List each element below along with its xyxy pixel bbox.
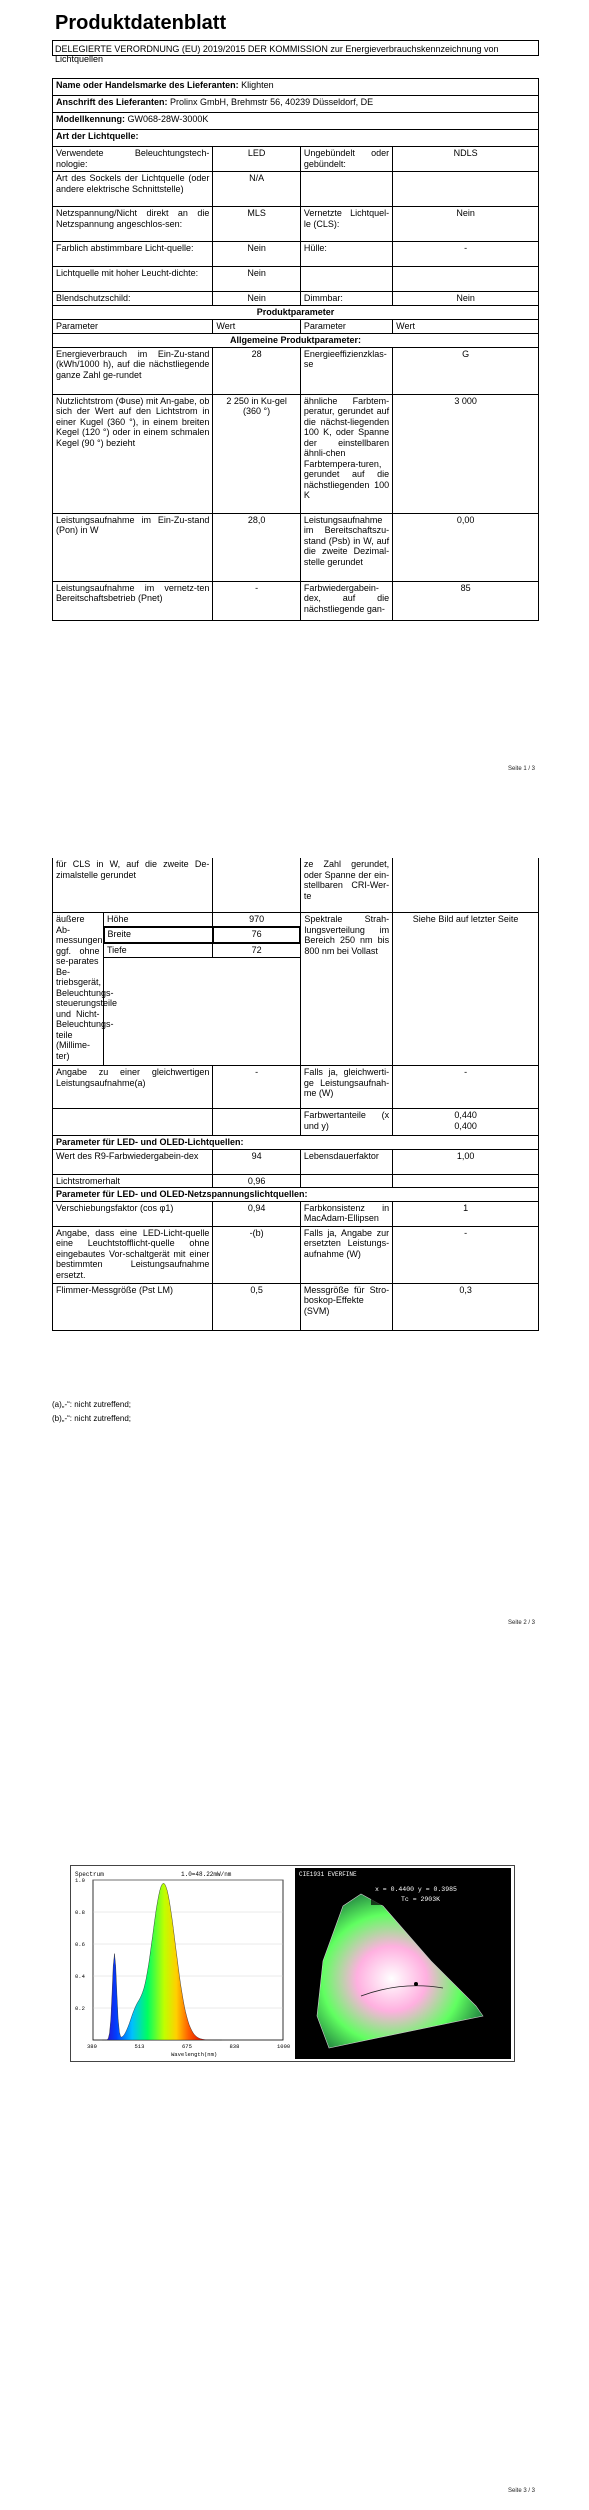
param-cell: G (393, 347, 539, 394)
param-cell: für CLS in W, auf die zweite De-zimalstelle gerundet (53, 858, 213, 913)
type-cell: Hülle: (300, 242, 392, 267)
equiv-label: Angabe zu einer gleichwertigen Leistungsaufnahme(a) (53, 1066, 213, 1109)
spectrum-x-ticks (87, 2043, 290, 2050)
type-cell: Dimmbar: (300, 292, 392, 306)
chromaticity-point (414, 1982, 418, 1986)
spectral-label: Spektrale Strah-lungsverteilung im Bereich 250 nm bis 800 nm bei Vollast (300, 913, 392, 1066)
param-cell: 3 000 (393, 394, 539, 513)
strobe-value: 0,3 (393, 1283, 539, 1330)
regulation-text: DELEGIERTE VERORDNUNG (EU) 2019/2015 DER KOMMISSION zur Energieverbrauchskennzeichnung von Lichtquellen (55, 44, 499, 64)
macadam-value: 1 (393, 1201, 539, 1226)
macadam-label: Farbkonsistenz in MacAdam-Ellipsen (300, 1201, 392, 1226)
type-cell: Lichtquelle mit hoher Leucht-dichte: (53, 267, 213, 292)
col-header: Parameter (53, 320, 213, 334)
mains-header: Parameter für LED- und OLED-Netzspannungslichtquellen: (53, 1188, 539, 1202)
model-value: GW068-28W-3000K (127, 114, 209, 124)
type-table (52, 146, 539, 621)
cos-value: 0,94 (213, 1201, 300, 1226)
cie-readout-xy: x = 0.4400 y = 0.3985 (375, 1886, 457, 1893)
type-label: Art der Lichtquelle: (56, 131, 139, 141)
address-value: Prolinx GmbH, Brehmstr 56, 40239 Düsseldorf, DE (170, 97, 374, 107)
r9-label: Wert des R9-Farbwiedergabein-dex (53, 1149, 213, 1174)
col-header: Parameter (300, 320, 392, 334)
dim-name: Höhe (104, 913, 213, 928)
product-params-header: Produktparameter (53, 306, 539, 320)
strobe-label: Messgröße für Stro-boskop-Effekte (SVM) (300, 1283, 392, 1330)
spectrum-title: Spectrum (75, 1871, 104, 1878)
x-tick-label: 1000 (277, 2043, 291, 2050)
param-cell: 28,0 (213, 513, 300, 581)
col-header: Wert (393, 320, 539, 334)
page-title: Produktdatenblatt (55, 12, 227, 34)
param-cell: Nutzlichtstrom (Φuse) mit An-gabe, ob sich der Wert auf den Lichtstrom in einer Kugel (360 °), in einem breiten Kegel (120 °) oder in einem schmalen Kegel (90 °) bezieht (53, 394, 213, 513)
dim-name: Breite (104, 927, 213, 942)
param-cell: ähnliche Farbtem-peratur, gerundet auf die nächst-liegenden 100 K, oder Spanne der einstellbaren ähnli-chen Farbtempera-turen, gerundet auf die nächstliegenden 100 K (300, 394, 392, 513)
spectrum-panel (75, 1871, 290, 2058)
spectrum-y-ticks (75, 1877, 86, 2012)
type-cell: Nein (213, 267, 300, 292)
dim-value: 72 (213, 943, 300, 958)
chroma-label: Farbwertanteile (x und y) (300, 1109, 392, 1136)
dim-value: 970 (213, 913, 300, 928)
param-cell: Leistungsaufnahme im Bereitschaftszu-stand (Psb) in W, auf die zweite Dezimal-stelle gerundet (300, 513, 392, 581)
footnote-b: (b)„-“: nicht zutreffend; (52, 1414, 131, 1423)
lumen-value: 0,96 (213, 1174, 300, 1188)
x-tick-label: 380 (87, 2043, 97, 2050)
type-cell: LED (213, 147, 300, 172)
type-cell (393, 267, 539, 292)
param-cell: Energieeffizienzklas-se (300, 347, 392, 394)
supplier-table (52, 78, 539, 147)
life-label: Lebensdauerfaktor (300, 1149, 392, 1174)
flicker-value: 0,5 (213, 1283, 300, 1330)
spectrum-xlabel: Wavelength(nm) (171, 2051, 218, 2058)
param-cell: Leistungsaufnahme im vernetz-ten Bereitschaftsbetrieb (Pnet) (53, 581, 213, 620)
type-cell (300, 267, 392, 292)
replace-label: Angabe, dass eine LED-Licht-quelle eine Leuchtstofflicht-quelle ohne eingebautes Vor-schaltgerät mit einer bestimmten Leistungsaufnahme ersetzt. (53, 1226, 213, 1283)
param-cell: Farbwiedergabein-dex, auf die nächstliegende gan- (300, 581, 392, 620)
type-cell: Nein (393, 207, 539, 242)
equiv2-value: - (393, 1066, 539, 1109)
type-cell: MLS (213, 207, 300, 242)
param-cell: 2 250 in Ku-gel (360 °) (213, 394, 300, 513)
replace-value: -(b) (213, 1226, 300, 1283)
replace2-value: - (393, 1226, 539, 1283)
measurement-svg (71, 1866, 514, 2061)
cie-title: CIE1931 EVERFINE (299, 1871, 357, 1878)
type-cell (393, 172, 539, 207)
type-cell: N/A (213, 172, 300, 207)
spectral-value: Siehe Bild auf letzter Seite (393, 913, 539, 1066)
spectrum-axes (93, 1880, 283, 2040)
chroma-y: 0,400 (454, 1120, 477, 1131)
type-cell: Nein (213, 292, 300, 306)
footnote-a: (a)„-“: nicht zutreffend; (52, 1400, 131, 1409)
spectrum-info: 1.0=48.22mW/nm (181, 1871, 232, 1878)
r9-value: 94 (213, 1149, 300, 1174)
page-number: Seite 1 / 3 (508, 766, 536, 772)
y-tick-label: 1.0 (75, 1877, 85, 1884)
equiv-value: - (213, 1066, 300, 1109)
param-cell: Leistungsaufnahme im Ein-Zu-stand (Pon) in W (53, 513, 213, 581)
type-cell: Netzspannung/Nicht direkt an die Netzspannung angeschlos-sen: (53, 207, 213, 242)
brand-value: Klighten (241, 80, 274, 90)
brand-label: Name oder Handelsmarke des Lieferanten: (56, 80, 239, 90)
x-tick-label: 675 (182, 2043, 192, 2050)
param-cell: 0,00 (393, 513, 539, 581)
page-number: Seite 2 / 3 (508, 1620, 536, 1626)
type-cell: Nein (213, 242, 300, 267)
col-header: Wert (213, 320, 300, 334)
param-cell: - (213, 581, 300, 620)
lumen-label: Lichtstromerhalt (53, 1174, 213, 1188)
page-number: Seite 3 / 3 (508, 2488, 536, 2494)
type-cell: NDLS (393, 147, 539, 172)
cos-label: Verschiebungsfaktor (cos φ1) (53, 1201, 213, 1226)
x-tick-label: 513 (134, 2043, 145, 2050)
param-cell: ze Zahl gerundet, oder Spanne der ein-stellbaren CRI-Wer-te (300, 858, 392, 913)
type-cell (300, 172, 392, 207)
param-cell: 28 (213, 347, 300, 394)
type-cell: Vernetzte Lichtquel-le (CLS): (300, 207, 392, 242)
cie-panel (295, 1868, 511, 2059)
y-tick-label: 0.4 (75, 1973, 85, 1980)
type-cell: Ungebündelt oder gebündelt: (300, 147, 392, 172)
dim-value: 76 (213, 927, 300, 942)
type-cell: Art des Sockels der Lichtquelle (oder andere elektrische Schnittstelle) (53, 172, 213, 207)
x-tick-label: 838 (229, 2043, 240, 2050)
led-header: Parameter für LED- und OLED-Lichtquellen: (53, 1136, 539, 1150)
equiv2-label: Falls ja, gleichwerti-ge Leistungsaufnah-me (W) (300, 1066, 392, 1109)
measurement-figure (70, 1865, 515, 2062)
address-label: Anschrift des Lieferanten: (56, 97, 168, 107)
type-cell: Farblich abstimmbare Licht-quelle: (53, 242, 213, 267)
param-cell: Energieverbrauch im Ein-Zu-stand (kWh/1000 h), auf die nächstliegende ganze Zahl ge-rundet (53, 347, 213, 394)
footnotes (52, 1398, 131, 1426)
type-cell: - (393, 242, 539, 267)
model-label: Modellkennung: (56, 114, 125, 124)
param-cell: 85 (393, 581, 539, 620)
type-cell: Nein (393, 292, 539, 306)
y-tick-label: 0.8 (75, 1909, 85, 1916)
dim-name: Tiefe (104, 943, 213, 958)
life-value: 1,00 (393, 1149, 539, 1174)
y-tick-label: 0.2 (75, 2005, 85, 2012)
dims-label: äußere Ab-messungen, ggf. ohne se-parates Be-triebsgerät, Beleuchtungs-steuerungsteile und Nicht-Beleuchtungs-teile (Millime-ter) (53, 913, 104, 1066)
chroma-x: 0,440 (454, 1110, 477, 1120)
type-cell: Blendschutzschild: (53, 292, 213, 306)
flicker-label: Flimmer-Messgröße (Pst LM) (53, 1283, 213, 1330)
type-cell: Verwendete Beleuchtungstech-nologie: (53, 147, 213, 172)
y-tick-label: 0.6 (75, 1941, 85, 1948)
cie-readout-tc: Tc = 2903K (401, 1896, 441, 1903)
general-params-header: Allgemeine Produktparameter: (53, 333, 539, 347)
replace2-label: Falls ja, Angabe zur ersetzten Leistungs-aufnahme (W) (300, 1226, 392, 1283)
params-table-cont (52, 858, 539, 1331)
